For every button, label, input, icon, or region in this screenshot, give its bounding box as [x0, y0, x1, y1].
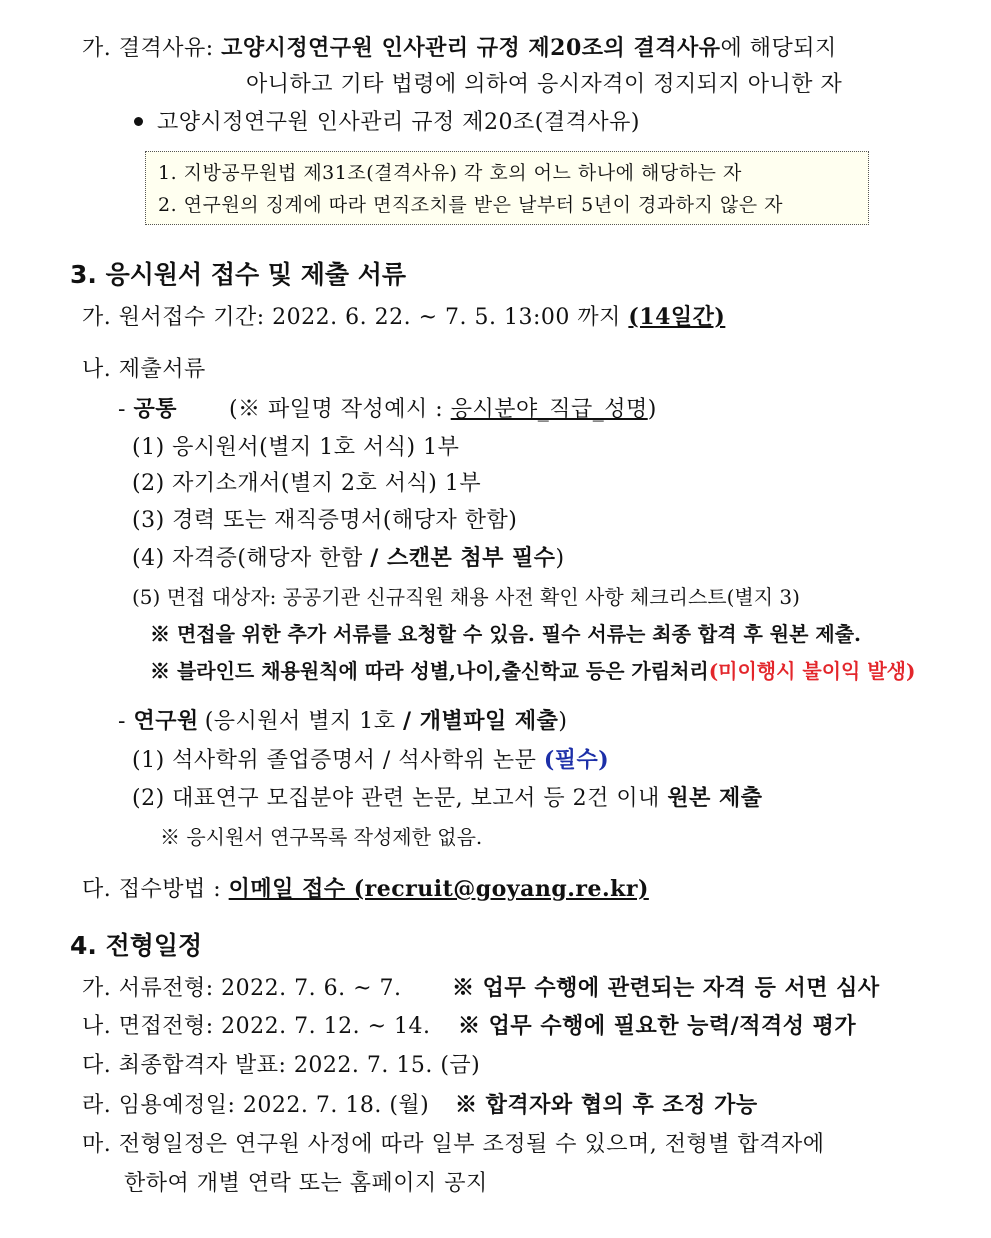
research-list-note: ※ 응시원서 연구목록 작성제한 없음.: [160, 825, 483, 849]
rule-bullet-item: [134, 108, 640, 138]
bullet-icon: [134, 117, 143, 126]
disqualification-line-2: 아니하고 기타 법령에 의하여 응시자격이 정지되지 아니한 자: [246, 72, 843, 97]
researcher-doc-item-1-text: (1) 석사학위 졸업증명서 / 석사학위 논문: [132, 748, 544, 773]
blind-recruitment-note: [150, 656, 915, 686]
common-doc-item-4-text: (4) 자격증(해당자 한함: [132, 546, 371, 571]
schedule-final-announcement: 다. 최종합격자 발표: 2022. 7. 15. (금): [82, 1053, 481, 1078]
researcher-dash: -: [118, 709, 134, 734]
application-period-days: (14일간): [628, 304, 726, 330]
researcher-doc-item-2: [132, 783, 763, 814]
researcher-note-bold: / 개별파일 제출: [403, 708, 559, 734]
common-docs-header: [118, 394, 657, 425]
researcher-label: 연구원: [133, 708, 199, 734]
researcher-note-prefix: (응시원서 별지 1호: [204, 709, 404, 734]
common-doc-item-1: (1) 응시원서(별지 1호 서식) 1부: [132, 435, 460, 460]
application-period-text: 가. 원서접수 기간: 2022. 6. 22. ~ 7. 5. 13:00 까지: [82, 305, 629, 330]
rule-excerpt-box: [145, 151, 869, 225]
common-label: 공통: [133, 396, 177, 422]
disqualification-line-1: [82, 33, 837, 64]
researcher-doc-item-1: [132, 745, 609, 776]
schedule-notice-line-1: 마. 전형일정은 연구원 사정에 따라 일부 조정될 수 있으며, 전형별 합격자에: [82, 1132, 825, 1157]
file-name-example: 응시분야_직급_성명: [450, 397, 648, 422]
common-doc-item-4: [132, 543, 565, 574]
disqualification-prefix: 가. 결격사유:: [82, 36, 222, 61]
appointment-note: ※ 합격자와 협의 후 조정 가능: [455, 1092, 758, 1118]
researcher-doc-item-1-required: (필수): [543, 747, 610, 773]
appointment-date: 라. 임용예정일: 2022. 7. 18. (월): [82, 1093, 430, 1118]
submission-email: 이메일 접수 (recruit@goyang.re.kr): [228, 876, 649, 902]
common-doc-item-4-required: / 스캔본 첨부 필수: [370, 545, 556, 571]
additional-docs-note: ※ 면접을 위한 추가 서류를 요청할 수 있음. 필수 서류는 최종 합격 후 원본 제출.: [150, 622, 862, 646]
common-doc-item-4-close: ): [555, 546, 565, 571]
common-doc-item-5: (5) 면접 대상자: 공공기관 신규직원 채용 사전 확인 사항 체크리스트(별지 3): [132, 585, 800, 609]
schedule-document-review: [82, 973, 880, 1004]
document-review-date: 가. 서류전형: 2022. 7. 6. ~ 7.: [82, 976, 402, 1001]
document-review-note: ※ 업무 수행에 관련되는 자격 등 서면 심사: [452, 975, 880, 1001]
common-note-suffix: ): [647, 397, 657, 422]
researcher-doc-item-2-text: (2) 대표연구 모집분야 관련 논문, 보고서 등 2건 이내: [132, 786, 668, 811]
common-doc-item-2: (2) 자기소개서(별지 2호 서식) 1부: [132, 471, 482, 496]
submission-method-label: 다. 접수방법 :: [82, 877, 229, 902]
interview-date: 나. 면접전형: 2022. 7. 12. ~ 14.: [82, 1014, 431, 1039]
schedule-notice-line-2: 한하여 개별 연락 또는 홈페이지 공지: [124, 1171, 488, 1196]
section-4-heading: 4. 전형일정: [70, 931, 203, 960]
submission-method: [82, 874, 649, 905]
section-3-heading: 3. 응시원서 접수 및 제출 서류: [70, 260, 407, 289]
blind-recruitment-text: ※ 블라인드 채용원칙에 따라 성별,나이,출신학교 등은 가림처리: [150, 659, 709, 683]
rule-excerpt-item-1: 1. 지방공무원법 제31조(결격사유) 각 호의 어느 하나에 해당하는 자: [158, 162, 742, 184]
interview-note: ※ 업무 수행에 필요한 능력/적격성 평가: [458, 1013, 857, 1039]
schedule-appointment: [82, 1090, 758, 1121]
rule-excerpt-item-2: 2. 연구원의 징계에 따라 면직조치를 받은 날부터 5년이 경과하지 않은 자: [158, 194, 784, 216]
rule-bullet-text: 고양시정연구원 인사관리 규정 제20조(결격사유): [157, 110, 640, 135]
researcher-doc-item-2-original: 원본 제출: [667, 785, 763, 811]
application-period: [82, 302, 725, 333]
disqualification-suffix: 에 해당되지: [720, 36, 837, 61]
researcher-docs-header: [118, 706, 568, 737]
researcher-note-suffix: ): [558, 709, 568, 734]
common-note-prefix: (※ 파일명 작성예시 :: [228, 397, 451, 422]
documents-heading: 나. 제출서류: [82, 357, 206, 382]
disqualification-rule: 고양시정연구원 인사관리 규정 제20조의 결격사유: [221, 35, 721, 61]
blind-recruitment-warning: (미이행시 불이익 발생): [708, 659, 916, 683]
common-doc-item-3: (3) 경력 또는 재직증명서(해당자 한함): [132, 508, 518, 533]
common-dash: -: [118, 397, 134, 422]
schedule-interview: [82, 1011, 856, 1042]
